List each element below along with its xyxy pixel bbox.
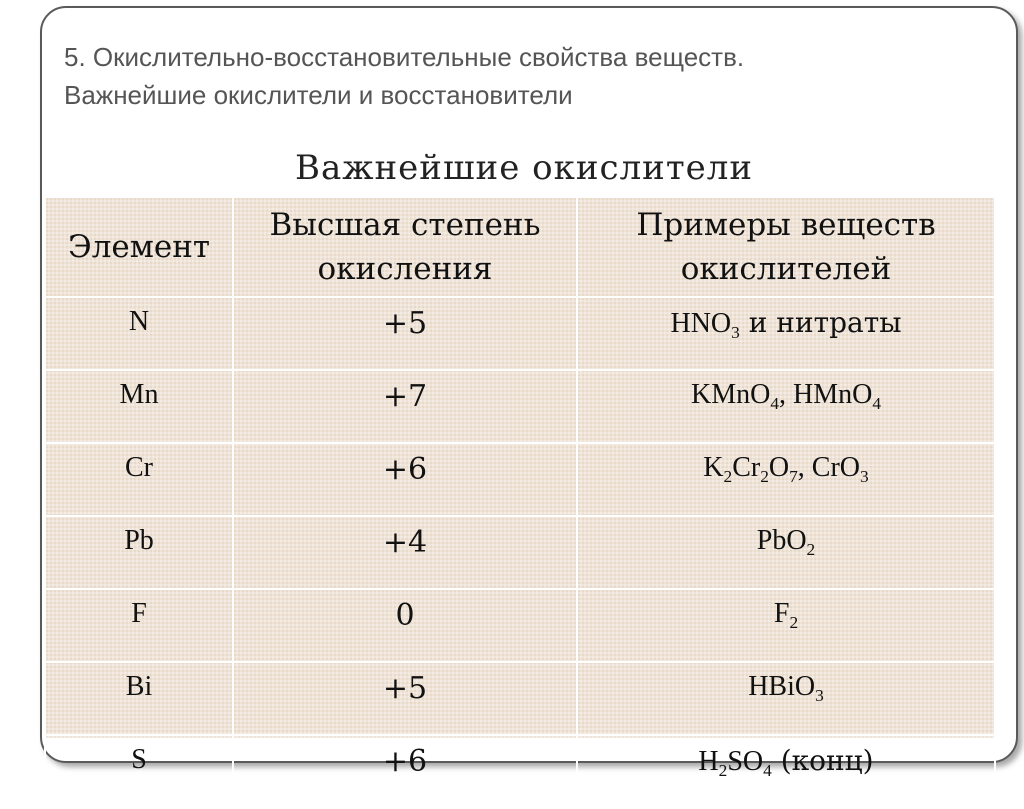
cell-oxidation-state: +6 — [233, 443, 577, 516]
cell-oxidation-state: +5 — [233, 662, 577, 735]
cell-example-substances — [577, 297, 995, 370]
oxidizers-table — [44, 196, 996, 809]
cell-example-substances — [577, 589, 995, 662]
cell-oxidation-state: +7 — [233, 370, 577, 443]
table-row — [45, 443, 995, 516]
header-examples-line-1: Примеры веществ — [636, 207, 936, 243]
table-header-row — [45, 197, 995, 297]
formula-subscript: 3 — [860, 467, 869, 487]
table-row — [45, 735, 995, 808]
slide-title-line-2: Важнейшие окислители и восстановители — [64, 80, 573, 110]
cell-oxidation-state: 0 — [233, 589, 577, 662]
formula-text: H — [698, 746, 719, 777]
formula-subscript: 4 — [770, 394, 779, 414]
formula-subscript: 2 — [723, 467, 733, 487]
formula-text: HNO — [670, 308, 732, 339]
cell-example-substances — [577, 443, 995, 516]
formula-text: , CrO — [797, 452, 861, 483]
formula-subscript: 4 — [763, 761, 772, 781]
header-examples — [577, 197, 995, 297]
formula-text: PbO — [756, 525, 807, 556]
formula-subscript: 3 — [815, 686, 824, 706]
slide-title — [64, 38, 964, 114]
header-element — [45, 197, 233, 297]
formula-text: и нитраты — [739, 306, 902, 339]
formula-text: (конц) — [771, 744, 874, 777]
cell-element: Mn — [45, 370, 233, 443]
table-row — [45, 297, 995, 370]
cell-element: F — [45, 589, 233, 662]
formula-subscript: 2 — [789, 613, 799, 633]
formula-text: SO — [727, 746, 764, 777]
formula-text: O — [768, 452, 790, 483]
formula-text: F — [773, 598, 790, 629]
cell-example-substances — [577, 662, 995, 735]
header-examples-line-2: окислителей — [680, 251, 892, 287]
cell-element: S — [45, 735, 233, 808]
formula-text: KMnO — [690, 379, 771, 410]
table-row — [45, 662, 995, 735]
formula-text: K — [703, 452, 724, 483]
slide-title-line-1: 5. Окислительно-восстановительные свойства веществ. — [64, 42, 745, 72]
header-element-label: Элемент — [67, 229, 211, 265]
formula-subscript: 4 — [872, 394, 882, 414]
cell-element: N — [45, 297, 233, 370]
table-row — [45, 370, 995, 443]
cell-example-substances — [577, 735, 995, 808]
cell-element: Bi — [45, 662, 233, 735]
table-row — [45, 589, 995, 662]
header-state-line-2: окисления — [317, 251, 493, 287]
cell-example-substances — [577, 516, 995, 589]
header-oxidation-state — [233, 197, 577, 297]
formula-subscript: 2 — [760, 467, 769, 487]
formula-subscript: 2 — [718, 761, 728, 781]
formula-text: , HMnO — [779, 379, 873, 410]
cell-oxidation-state: +6 — [233, 735, 577, 808]
cell-element: Pb — [45, 516, 233, 589]
cell-oxidation-state: +5 — [233, 297, 577, 370]
formula-text: Cr — [732, 452, 761, 483]
table-heading: Важнейшие окислители — [294, 148, 754, 188]
oxidizers-table-container — [44, 196, 994, 781]
cell-element: Cr — [45, 443, 233, 516]
formula-subscript: 7 — [789, 467, 798, 487]
header-state-line-1: Высшая степень — [269, 207, 541, 243]
formula-text: HBiO — [748, 671, 816, 702]
cell-oxidation-state: +4 — [233, 516, 577, 589]
cell-example-substances — [577, 370, 995, 443]
formula-subscript: 3 — [731, 323, 740, 343]
table-row — [45, 516, 995, 589]
formula-subscript: 2 — [806, 540, 816, 560]
